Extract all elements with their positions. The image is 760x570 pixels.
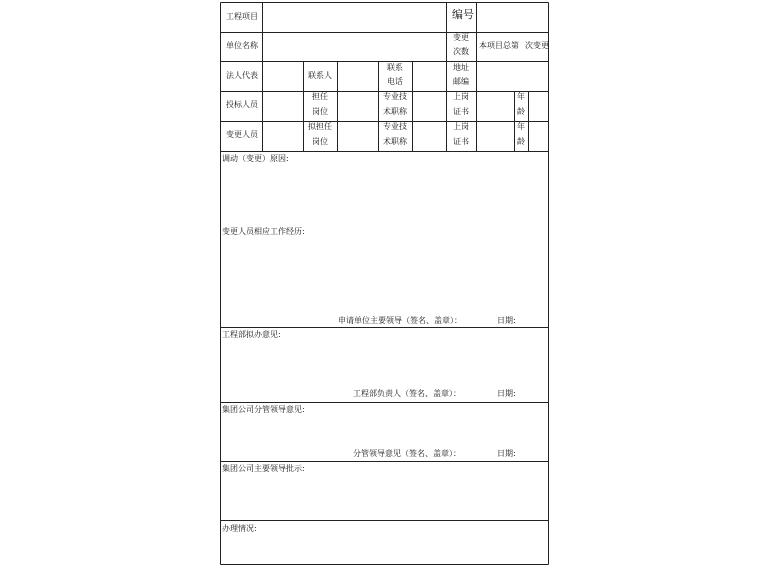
change-count-suffix: 次变更 (525, 41, 549, 50)
applicant-date-label: 日期: (497, 316, 516, 325)
bid-cert-label-2: 证书 (453, 107, 469, 116)
change-count-text: 本项目总第 (479, 41, 519, 50)
change-reason-label: 调动（变更）原因: (222, 154, 289, 163)
address-label-1: 地址 (453, 63, 469, 72)
branch-signature-label: 分管领导意见（签名、盖章）： (353, 449, 461, 458)
personnel-change-form (220, 2, 549, 565)
bid-post-label-2: 岗位 (312, 107, 328, 116)
bid-title-label-1: 专业技 (383, 92, 407, 101)
applicant-signature-label: 申请单位主要领导（签名、盖章）： (338, 316, 462, 325)
bid-title-label-2: 术职称 (383, 107, 407, 116)
handling-label: 办理情况: (222, 524, 257, 533)
bid-age-label-2: 龄 (517, 107, 525, 116)
phone-label-1: 联系 (387, 63, 403, 72)
bid-cert-label-1: 上岗 (453, 92, 469, 101)
number-label: 编号 (452, 8, 474, 21)
work-experience-label: 变更人员相应工作经历: (222, 227, 305, 236)
new-post-label-2: 岗位 (312, 137, 328, 146)
dept-opinion-label: 工程部拟办意见: (222, 330, 281, 339)
bid-post-label-1: 担任 (312, 92, 328, 101)
dept-date-label: 日期: (497, 389, 516, 398)
main-instruction-label: 集团公司主要领导批示: (222, 464, 305, 473)
new-cert-label-1: 上岗 (453, 122, 469, 131)
project-label: 工程项目 (226, 12, 258, 21)
new-age-label-1: 年 (517, 122, 525, 131)
new-title-label-1: 专业技 (383, 122, 407, 131)
new-cert-label-2: 证书 (453, 137, 469, 146)
bid-staff-label: 投标人员 (226, 100, 258, 109)
new-title-label-2: 术职称 (383, 137, 407, 146)
new-post-label-1: 拟担任 (308, 122, 332, 131)
change-count-label-1: 变更 (453, 33, 469, 42)
changed-staff-label: 变更人员 (226, 130, 258, 139)
phone-label-2: 电话 (387, 77, 403, 86)
change-count-label-2: 次数 (453, 47, 469, 56)
legal-rep-label: 法人代表 (226, 71, 258, 80)
branch-opinion-label: 集团公司分管领导意见: (222, 405, 305, 414)
contact-label: 联系人 (308, 71, 332, 80)
dept-signature-label: 工程部负责人（签名、盖章）： (353, 389, 461, 398)
branch-date-label: 日期: (497, 449, 516, 458)
unit-name-label: 单位名称 (226, 41, 258, 50)
bid-age-label-1: 年 (517, 92, 525, 101)
address-label-2: 邮编 (453, 77, 469, 86)
new-age-label-2: 龄 (517, 137, 525, 146)
